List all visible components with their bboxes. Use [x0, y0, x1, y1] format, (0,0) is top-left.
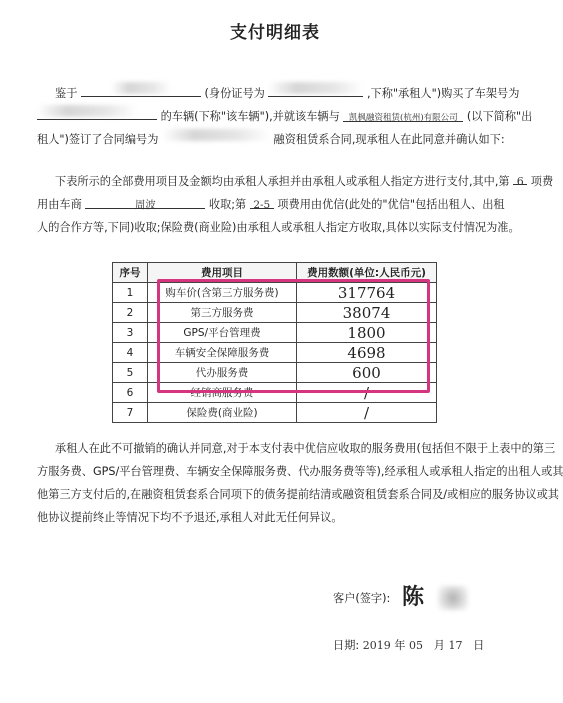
highlight-box	[157, 279, 430, 393]
fee-item: 第三方服务费	[148, 303, 297, 323]
signature-redaction-blur	[438, 586, 468, 610]
signature-handwriting: 陈	[402, 584, 425, 610]
fee-item: 车辆安全保障服务费	[148, 343, 297, 363]
redaction-blur	[268, 82, 363, 94]
header-cell: 费用数额(单位:人民币元)	[297, 263, 437, 283]
intro-text: 鉴于	[55, 87, 78, 100]
fee-item: 代办服务费	[148, 363, 297, 383]
intro-text: (以下简称"出	[466, 110, 533, 123]
fee-item: GPS/平台管理费	[148, 323, 297, 343]
terms-text: 下表所示的全部费用项目及金额均由承租人承担并由承租人或承租人指定方进行支付,其中,第	[55, 175, 510, 188]
date-year-unit: 年	[394, 639, 406, 652]
row-number: 1	[113, 283, 148, 303]
row-number: 3	[113, 323, 148, 343]
terms-text: 项费	[530, 175, 554, 188]
vin-blank	[37, 105, 157, 120]
intro-paragraph	[37, 82, 533, 151]
terms-line-3: 人的合作方等,下同)收取;保险费(商业险)由承租人或承租人指定方收取,具体以实际支付情况为准。	[37, 221, 520, 234]
table-row	[113, 403, 437, 423]
fee-item: 购车价(含第三方服务费)	[148, 283, 297, 303]
intro-line-1	[55, 82, 525, 105]
redaction-blur	[162, 129, 270, 141]
fee-item: 保险费(商业险)	[148, 403, 297, 423]
header-cell: 序号	[113, 263, 148, 283]
intro-text: 的车辆(下称"该车辆"),并就该车辆与	[160, 110, 340, 123]
fee-item-range: 2-5	[250, 194, 274, 209]
date-year: 2019	[362, 639, 391, 652]
date-month-unit: 月	[433, 639, 445, 652]
closing-line: 他协议提前终止等情况下均不予退还,承租人对此无任何异议。	[37, 511, 343, 524]
header-cell: 费用项目	[148, 263, 297, 283]
fee-amount: /	[297, 403, 437, 423]
redaction-blur	[111, 82, 171, 94]
id-number-blank	[268, 82, 363, 97]
dealer-name: 周波	[85, 194, 205, 209]
intro-line-3	[37, 128, 525, 151]
intro-text: (身份证号为	[204, 87, 265, 100]
fee-amount: 600	[297, 363, 437, 383]
date-month: 05	[409, 639, 424, 652]
date-day: 17	[448, 639, 463, 652]
row-number: 6	[113, 383, 148, 403]
row-number: 4	[113, 343, 148, 363]
terms-text: 项费用由优信(此处的"优信"包括出租人、出租	[277, 198, 505, 211]
fee-item-number: 6	[513, 170, 527, 185]
lessee-name-blank	[81, 82, 201, 97]
closing-line: 他第三方支付后的,在融资租赁套系合同项下的债务提前结清或融资租赁套系合同及/或相应的服务协议或其	[37, 488, 559, 501]
row-number: 7	[113, 403, 148, 423]
closing-line: 承租人在此不可撤销的确认并同意,对于本支付表中优信应收取的服务费用(包括但不限于上表中的第三	[55, 442, 556, 455]
terms-paragraph	[37, 170, 554, 239]
intro-text: 融资租赁系合同,现承租人在此同意并确认如下:	[273, 133, 505, 146]
signature-label: 客户(签字):	[333, 592, 391, 605]
fee-amount: 38074	[297, 303, 437, 323]
intro-text: 租人")签订了合同编号为	[37, 133, 159, 146]
closing-line: 方服务费、GPS/平台管理费、车辆安全保障服务费、代办服务费等等),经承租人或承租人指定的出租人或其	[37, 465, 563, 478]
lessor-name: 凯枫融资租赁(杭州)有限公司	[343, 107, 463, 122]
terms-text: 收取;第	[208, 198, 247, 211]
closing-paragraph	[37, 437, 563, 529]
terms-line-2	[37, 193, 525, 216]
date-label: 日期:	[333, 639, 360, 652]
redaction-blur	[37, 105, 137, 117]
fee-amount: /	[297, 383, 437, 403]
row-number: 2	[113, 303, 148, 323]
fee-amount: 317764	[297, 283, 437, 303]
intro-line-2	[37, 105, 533, 128]
terms-line-1	[55, 170, 554, 193]
contract-number-blank	[162, 129, 270, 143]
terms-text: 用由车商	[37, 198, 82, 211]
intro-text: ,下称"承租人")购买了车架号为	[366, 87, 520, 100]
date-line	[333, 637, 484, 653]
date-day-unit: 日	[473, 639, 485, 652]
row-number: 5	[113, 363, 148, 383]
document-title: 支付明细表	[230, 23, 320, 43]
fee-amount: 1800	[297, 323, 437, 343]
fee-item: 经销商服务费	[148, 383, 297, 403]
fee-amount: 4698	[297, 343, 437, 363]
